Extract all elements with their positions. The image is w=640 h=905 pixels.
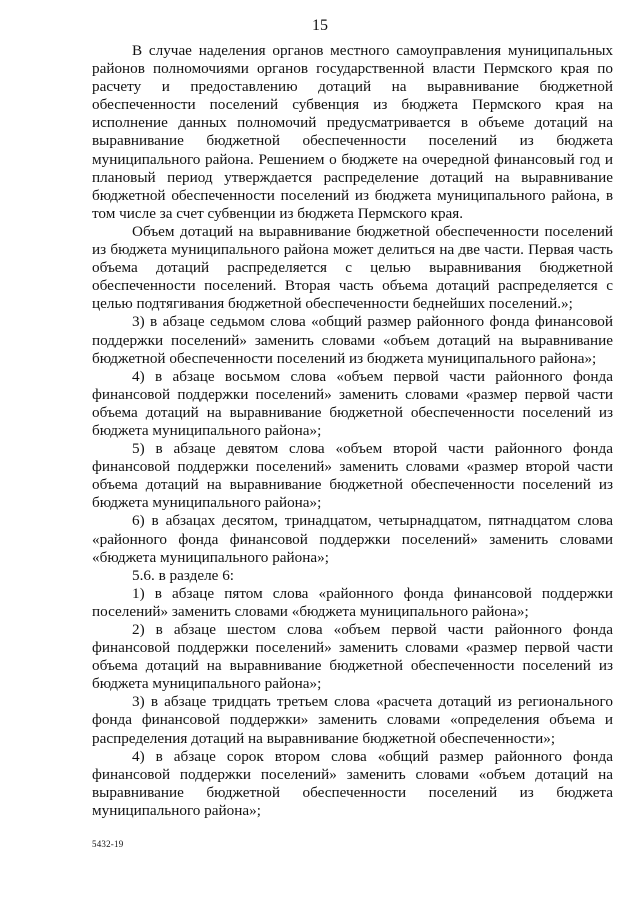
- section-heading-5-6: 5.6. в разделе 6:: [132, 566, 235, 584]
- paragraph-5: 5) в абзаце девятом слова «объем второй части районного фонда финансовой поддержки поселений» заменить словами «размер второй части объема дотаций на выравнивание бюджетной обеспеченности поселений из бюджета муниципального района»;: [92, 440, 613, 512]
- paragraph-8: 1) в абзаце пятом слова «районного фонда финансовой поддержки поселений» заменить словами «бюджета муниципального района»;: [92, 584, 613, 620]
- paragraph-4: 4) в абзаце восьмом слова «объем первой части районного фонда финансовой поддержки поселений» заменить словами «размер первой части объема дотаций на выравнивание бюджетной обеспеченности поселений из бюджета муниципального района»;: [92, 367, 613, 439]
- paragraph-2: Объем дотаций на выравнивание бюджетной обеспеченности поселений из бюджета муниципального района может делиться на две части. Первая часть объема дотаций распределяется с целью выравнивания бюджетной обеспеченности поселений. Вторая часть объема дотаций распределяется с целью подтягивания бюджетной обеспеченности беднейших поселений.»;: [92, 222, 613, 313]
- paragraph-3: 3) в абзаце седьмом слова «общий размер районного фонда финансовой поддержки поселений» заменить словами «объем дотаций на выравнивание бюджетной обеспеченности поселений из бюджета муниципального района»;: [92, 313, 613, 367]
- page-number: 15: [312, 17, 328, 34]
- paragraph-9: 2) в абзаце шестом слова «объем первой части районного фонда финансовой поддержки поселений» заменить словами «размер первой части объема дотаций на выравнивание бюджетной обеспеченности поселений из бюджета муниципального района»;: [92, 621, 613, 693]
- paragraph-1: В случае наделения органов местного самоуправления муниципальных районов полномочиями органов государственной власти Пермского края по расчету и предоставлению дотаций на выравнивание бюджетной обеспеченности поселений субвенция из бюджета Пермского края на исполнение данных полномочий предусматривается в объеме дотаций на выравнивание бюджетной обеспеченности поселений из бюджета муниципального района. Решением о бюджете на очередной финансовый год и плановый период утверждается распределение дотаций на выравнивание бюджетной обеспеченности поселений из бюджета муниципального района, в том числе за счет субвенции из бюджета Пермского края.: [92, 42, 613, 222]
- document-body: [92, 42, 613, 820]
- paragraph-10: 3) в абзаце тридцать третьем слова «расчета дотаций из регионального фонда финансовой поддержки» заменить словами «определения объема и распределения дотаций на выравнивание бюджетной обеспеченности»;: [92, 693, 613, 747]
- paragraph-11: 4) в абзаце сорок втором слова «общий размер районного фонда финансовой поддержки поселений» заменить словами «объем дотаций на выравнивание бюджетной обеспеченности поселений из бюджета муниципального района»;: [92, 747, 613, 819]
- paragraph-6: 6) в абзацах десятом, тринадцатом, четырнадцатом, пятнадцатом слова «районного фонда финансовой поддержки поселений» заменить словами «бюджета муниципального района»;: [92, 512, 613, 566]
- document-code: 5432-19: [92, 839, 124, 849]
